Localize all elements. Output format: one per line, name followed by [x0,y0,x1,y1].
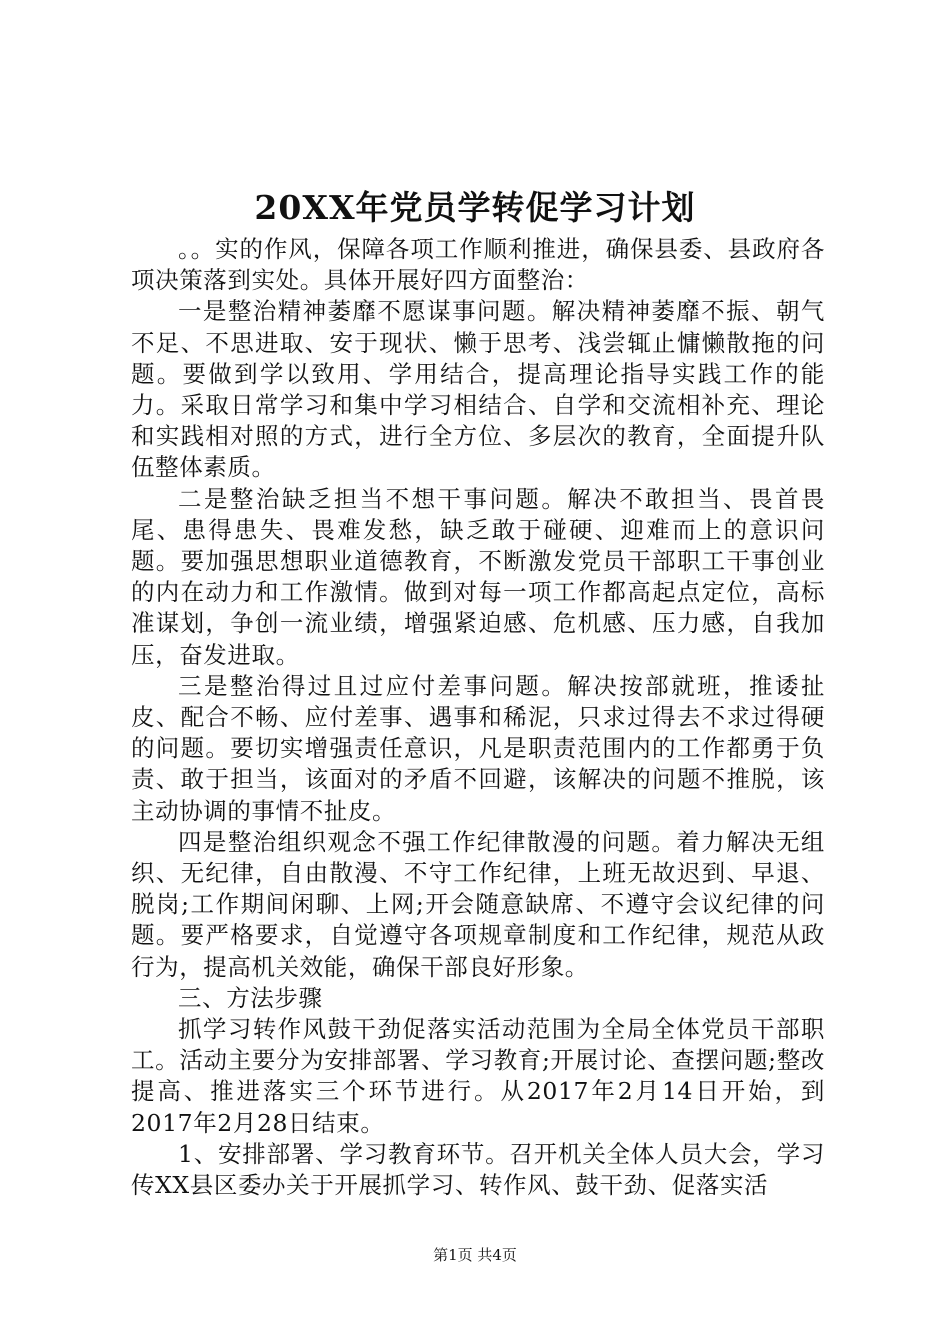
document-body [131,234,825,1201]
paragraph: 三是整治得过且过应付差事问题。解决按部就班，推诿扯皮、配合不畅、应付差事、遇事和稀泥，只求过得去不求过得硬的问题。要切实增强责任意识，凡是职责范围内的工作都勇于负责、敢于担当，该面对的矛盾不回避，该解决的问题不推脱，该主动协调的事情不扯皮。 [131,671,825,825]
paragraph: 二是整治缺乏担当不想干事问题。解决不敢担当、畏首畏尾、患得患失、畏难发愁，缺乏敢于碰硬、迎难而上的意识问题。要加强思想职业道德教育，不断激发党员干部职工干事创业的内在动力和工作激情。做到对每一项工作都高起点定位，高标准谋划，争创一流业绩，增强紧迫感、危机感、压力感，自我加压，奋发进取。 [131,484,825,669]
paragraph: 1、安排部署、学习教育环节。召开机关全体人员大会，学习传XX县区委办关于开展抓学习、转作风、鼓干劲、促落实活 [131,1139,825,1200]
paragraph: 四是整治组织观念不强工作纪律散漫的问题。着力解决无组织、无纪律，自由散漫、不守工作纪律，上班无故迟到、早退、脱岗;工作期间闲聊、上网;开会随意缺席、不遵守会议纪律的问题。要严格要求，自觉遵守各项规章制度和工作纪律，规范从政行为，提高机关效能，确保干部良好形象。 [131,827,825,981]
paragraph: 抓学习转作风鼓干劲促落实活动范围为全局全体党员干部职工。活动主要分为安排部署、学习教育;开展讨论、查摆问题;整改提高、推进落实三个环节进行。从2017年2月14日开始，到2017年2月28日结束。 [131,1015,825,1137]
section-heading: 三、方法步骤 [178,983,323,1012]
paragraph: 一是整治精神萎靡不愿谋事问题。解决精神萎靡不振、朝气不足、不思进取、安于现状、懒于思考、浅尝辄止慵懒散拖的问题。要做到学以致用、学用结合，提高理论指导实践工作的能力。采取日常学习和集中学习相结合、自学和交流相补充、理论和实践相对照的方式，进行全方位、多层次的教育，全面提升队伍整体素质。 [131,297,825,482]
page-footer: 第1页 共4页 [433,1246,517,1264]
paragraph: 。。实的作风，保障各项工作顺利推进，确保县委、县政府各项决策落到实处。具体开展好四方面整治： [131,235,825,295]
document-title: 20XX年党员学转促学习计划 [254,188,696,227]
